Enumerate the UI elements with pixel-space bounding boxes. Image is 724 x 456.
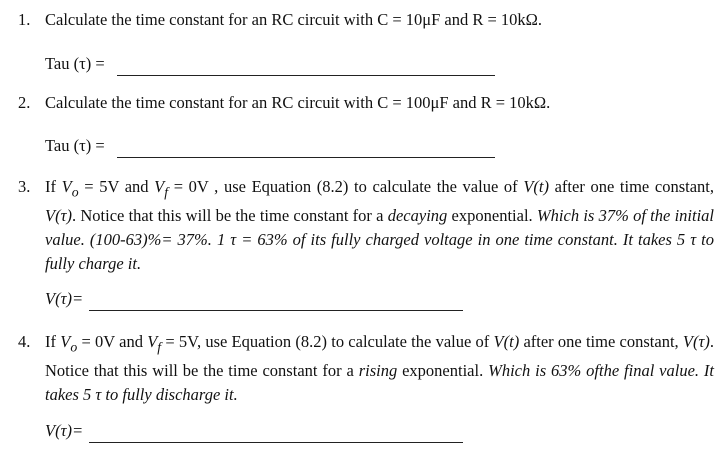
q3-kind: decaying — [387, 206, 448, 226]
q4-v0: $V_o$ — [60, 332, 78, 355]
q4-vt: V(t) — [493, 332, 520, 351]
question-3-number: 3. — [18, 177, 31, 196]
q3-note: Which is 37% of the initial value. (100-63)%= 37%. 1 τ = 63% of its fully charged voltage in one time constant. It takes 5 τ to fully charge it. — [45, 206, 715, 274]
q3-text-p2: after one time constant, — [548, 177, 715, 196]
answer-4-blank[interactable] — [89, 424, 463, 443]
answer-3-blank[interactable] — [89, 292, 463, 311]
q4-text-p3: . Notice that this will be the time constant for a — [45, 332, 715, 381]
question-2-text: Calculate the time constant for an RC circuit with C = 100μF and R = 10kΩ. — [45, 93, 551, 112]
question-3 — [18, 175, 714, 276]
q4-text-p4: exponential. — [397, 361, 484, 381]
q3-text-eq2: = 0V , use Equation (8.2) to calculate the value of — [168, 177, 524, 196]
answer-2-blank[interactable] — [117, 139, 495, 158]
answer-1-label: Tau (τ) = — [45, 54, 105, 73]
q4-text-if: If — [45, 332, 56, 351]
q3-text-p4: exponential. — [447, 206, 533, 226]
question-2-number: 2. — [18, 93, 31, 112]
question-1-number: 1. — [18, 10, 31, 29]
q3-vtau: V(τ) — [45, 206, 72, 226]
q3-text-if: If — [45, 177, 56, 196]
answer-3-row — [45, 287, 463, 311]
q4-text-eq1: = 0V and — [77, 332, 148, 351]
q3-text-p3: . Notice that this will be the time constant for a — [71, 206, 388, 226]
question-2 — [18, 91, 714, 115]
question-4 — [18, 330, 714, 407]
q4-v0-sub: o — [70, 339, 78, 355]
answer-4-row — [45, 419, 463, 443]
question-4-number: 4. — [18, 332, 31, 351]
answer-1-row — [45, 52, 495, 76]
answer-1-blank[interactable] — [117, 57, 495, 76]
question-3-text — [45, 175, 714, 276]
q3-text-eq1: = 5V and — [78, 177, 155, 196]
answer-2-row — [45, 134, 495, 158]
question-1-text: Calculate the time constant for an RC circuit with C = 10μF and R = 10kΩ. — [45, 10, 543, 29]
q4-vf: $V_f$ — [147, 332, 162, 355]
q3-vf: $V_f$ — [154, 177, 169, 200]
q4-vtau: V(τ) — [682, 332, 710, 351]
q4-kind: rising — [358, 361, 398, 381]
question-4-text — [45, 330, 714, 407]
question-1 — [18, 8, 714, 32]
q4-text-eq2: = 5V, use Equation (8.2) to calculate the value of — [161, 332, 494, 351]
answer-2-label: Tau (τ) = — [45, 136, 105, 155]
answer-4-label: V(τ)= — [45, 421, 84, 440]
q4-vf-sub: f — [157, 339, 162, 355]
q3-vt: V(t) — [523, 177, 549, 196]
q4-text-p2: after one time constant, — [519, 332, 683, 351]
q3-v0-sub: o — [71, 184, 79, 200]
q4-note: Which is 63% ofthe final value. It takes 5 τ to fully discharge it. — [45, 361, 714, 405]
answer-3-label: V(τ)= — [45, 289, 84, 308]
q3-v0: $V_o$ — [61, 177, 79, 200]
q3-vf-sub: f — [164, 184, 169, 200]
